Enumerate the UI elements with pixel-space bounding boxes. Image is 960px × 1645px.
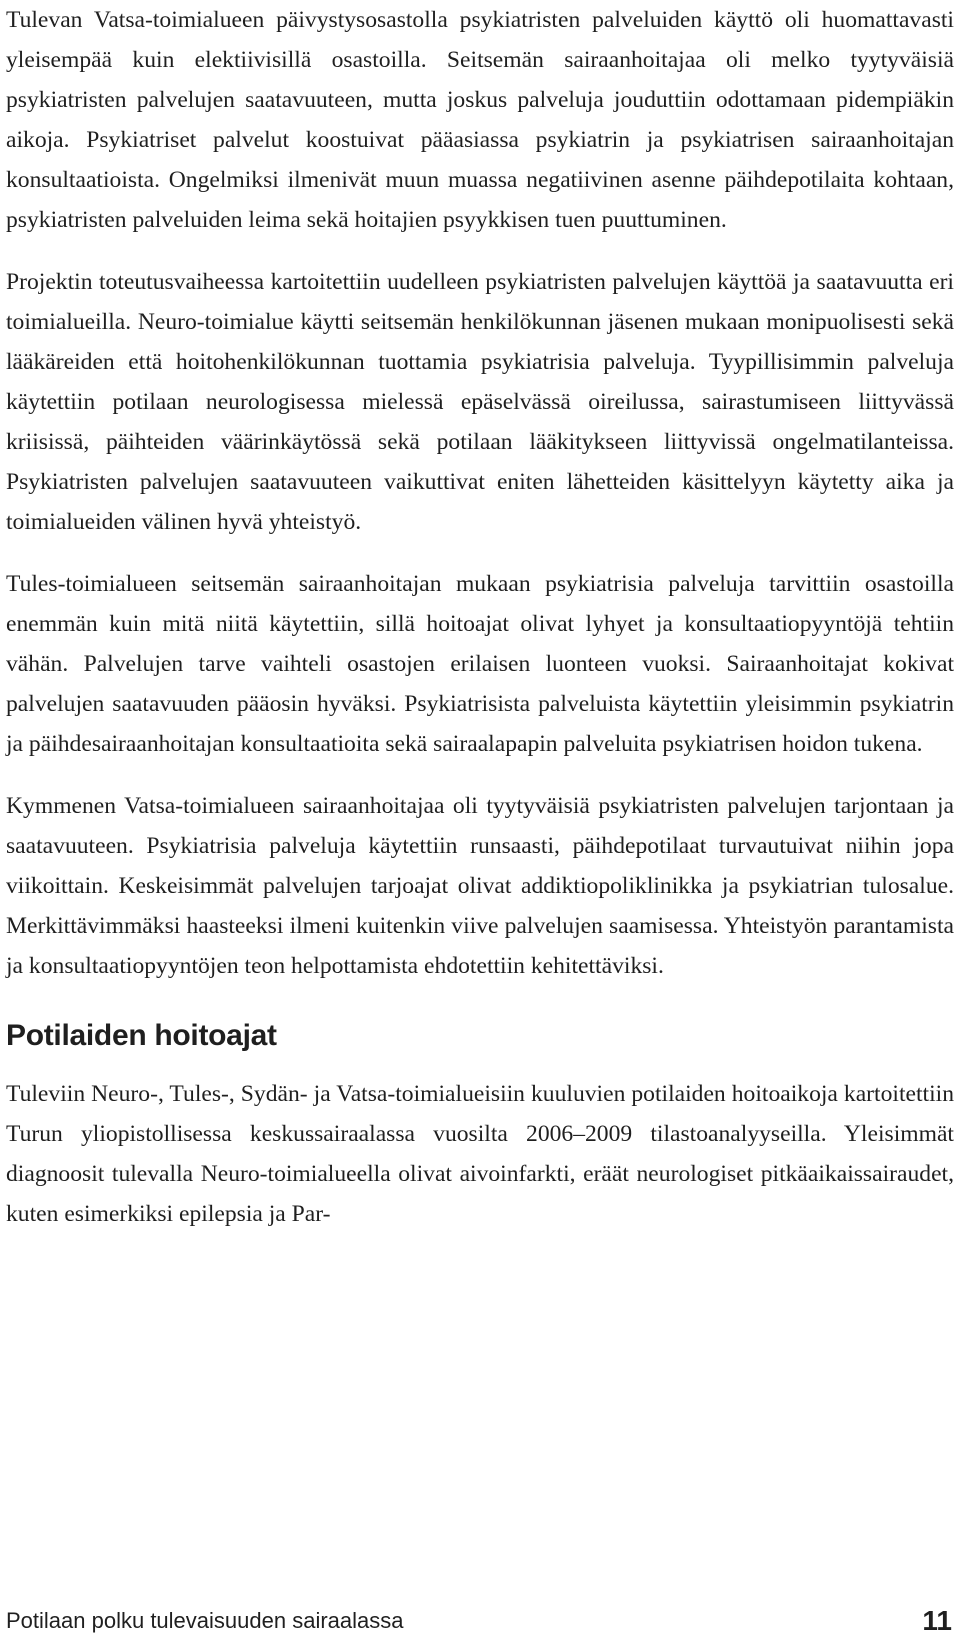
paragraph-project-mapping: Projektin toteutusvaiheessa kartoitettiin uudelleen psykiatristen palvelujen käyttöä ja saatavuutta eri toimialueilla. Neuro-toimialue käytti seitsemän henkilökunnan jäsenen mukaan monipuolisesti sekä lääkäreiden että hoitohenkilökunnan tuottamia psykiatrisia palveluja. Tyypillisimmin palveluja käytettiin potilaan neurologisessa mielessä epäselvässä oireilussa, sairastumiseen liittyvässä kriisissä, päihteiden väärinkäytössä sekä potilaan lääkitykseen liittyvissä ongelmatilanteissa. Psykiatristen palvelujen saatavuuteen vaikuttivat eniten lähetteiden käsittelyyn käytetty aika ja toimialueiden välinen hyvä yhteistyö. (6, 269, 954, 535)
document-page (6, 0, 954, 1234)
page-number: 11 (922, 1605, 952, 1636)
section-heading: Potilaiden hoitoajat (6, 1019, 277, 1052)
footer-publication-title: Potilaan polku tulevaisuuden sairaalassa (6, 1608, 404, 1633)
page-footer (6, 1600, 952, 1636)
paragraph-vatsa-nurses: Kymmenen Vatsa-toimialueen sairaanhoitajaa oli tyytyväisiä psykiatristen palvelujen tarjontaan ja saatavuuteen. Psykiatrisia palveluja käytettiin runsaasti, päihdepotilaat turvautuivat niihin jopa viikoittain. Keskeisimmät palvelujen tarjoajat olivat addiktiopoliklinikka ja psykiatrian tulosalue. Merkittävimmäksi haasteeksi ilmeni kuitenkin viive palvelujen saamisessa. Yhteistyön parantamista ja konsultaatiopyyntöjen teon helpottamista ehdotettiin kehitettäviksi. (6, 793, 954, 979)
paragraph-tules: Tules-toimialueen seitsemän sairaanhoitajan mukaan psykiatrisia palveluja tarvittiin osastoilla enemmän kuin mitä niitä käytettiin, sillä hoitoajat olivat lyhyet ja konsultaatiopyyntöjä tehtiin vähän. Palvelujen tarve vaihteli osastojen erilaisen luonteen vuoksi. Sairaanhoitajat kokivat palvelujen saatavuuden pääosin hyväksi. Psykiatrisista palveluista käytettiin yleisimmin psykiatrin ja päihdesairaanhoitajan konsultaatioita sekä sairaalapapin palveluita psykiatrisen hoidon tukena. (6, 571, 954, 757)
paragraph-vatsa-emergency: Tulevan Vatsa-toimialueen päivystysosastolla psykiatristen palveluiden käyttö oli huomattavasti yleisempää kuin elektiivisillä osastoilla. Seitsemän sairaanhoitajaa oli melko tyytyväisiä psykiatristen palvelujen saatavuuteen, mutta joskus palveluja jouduttiin odottamaan pidempiäkin aikoja. Psykiatriset palvelut koostuivat pääasiassa psykiatrin ja psykiatrisen sairaanhoitajan konsultaatioista. Ongelmiksi ilmenivät muun muassa negatiivinen asenne päihdepotilaita kohtaan, psykiatristen palveluiden leima sekä hoitajien psyykkisen tuen puuttuminen. (6, 7, 954, 233)
paragraph-treatment-times: Tuleviin Neuro-, Tules-, Sydän- ja Vatsa-toimialueisiin kuuluvien potilaiden hoitoaikoja kartoitettiin Turun yliopistollisessa keskussairaalassa vuosilta 2006–2009 tilastoanalyyseilla. Yleisimmät diagnoosit tulevalla Neuro-toimialueella olivat aivoinfarkti, eräät neurologiset pitkäaikaissairaudet, kuten esimerkiksi epilepsia ja Par- (6, 1081, 954, 1227)
